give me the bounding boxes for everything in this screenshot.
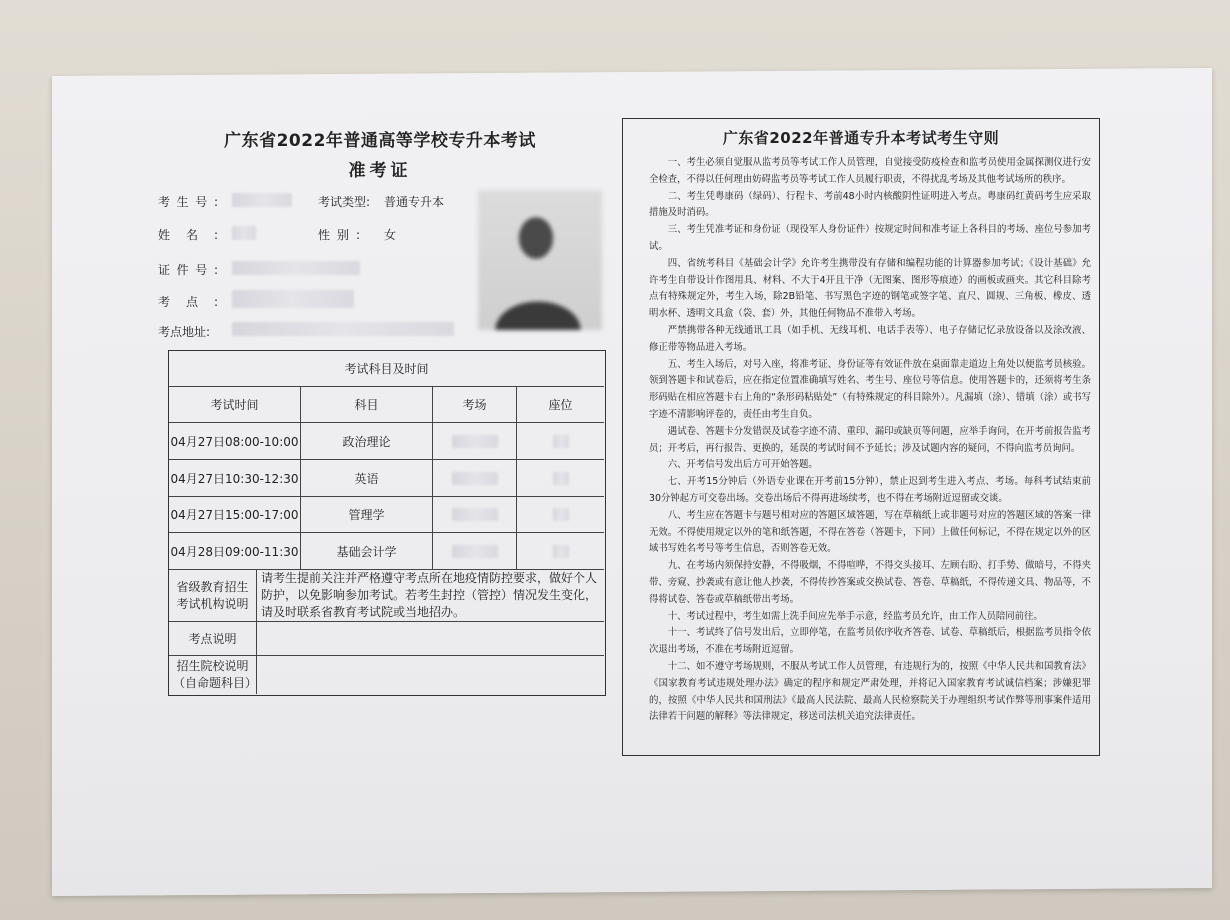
address-redacted: [232, 322, 454, 336]
name-label: 姓名:: [158, 228, 218, 242]
ticket-title: 广东省2022年普通高等学校专升本考试: [224, 131, 536, 151]
exam-number-redacted: [232, 193, 292, 207]
rule-paragraph: 十二、如不遵守考场规则，不服从考试工作人员管理，有违规行为的，按照《中华人民共和国教育法》《国家教育考试违规处理办法》确定的程序和规定严肃处理，并将记入国家教育考试诚信档案；涉嫌犯罪的，按照《中华人民共和国刑法》《最高人民法院、最高人民检察院关于办理组织考试作弊等刑事案件适用法律若干问题的解释》等法律规定，移送司法机关追究法律责任。: [649, 660, 1091, 723]
id-label: 证件号:: [158, 263, 218, 277]
rule-paragraph: 五、考生入场后，对号入座，将准考证、身份证等有效证件放在桌面靠走道边上角处以便监考员核验。领到答题卡和试卷后，应在指定位置准确填写姓名、考生号、座位号等信息。使用答题卡的，还须将考生条形码贴在相应答题卡右上角的“条形码粘贴处”（有特殊规定的科目除外）。凡漏填（涂）、错填（涂）或书写字迹不清影响评卷的，责任由考生自负。: [649, 358, 1091, 420]
table-row-seat: [517, 423, 604, 460]
table-row-subject: 管理学: [301, 497, 433, 533]
provincial-note-content: 请考生提前关注并严格遵守考点所在地疫情防控要求，做好个人防护，以免影响参加考试。若考生封控（管控）情况发生变化，请及时联系省教育考试院或当地招办。: [261, 571, 598, 619]
site-note-content: [257, 622, 604, 656]
exam-type-label: 考试类型:: [318, 195, 371, 209]
exam-number-label: 考生号:: [158, 195, 218, 209]
rule-paragraph: 严禁携带各种无线通讯工具（如手机、无线耳机、电话手表等）、电子存储记忆录放设备以及涂改液、修正带等物品进入考场。: [649, 324, 1091, 353]
room-redacted: [452, 472, 498, 485]
rule-paragraph: 八、考生应在答题卡与题号相对应的答题区域答题，写在草稿纸上或非题号对应的答题区域的答案一律无效。不得使用规定以外的笔和纸答题，不得在答卷（答题卡，下同）上做任何标记，不得在规定以外的区域书写姓名考号等考生信息，否则答卷无效。: [649, 509, 1091, 555]
rules-body: [649, 155, 1091, 726]
rule-paragraph: 十、考试过程中，考生如需上洗手间应先举手示意，经监考员允许，由工作人员陪同前往。: [667, 610, 1043, 622]
rule-paragraph: 遇试卷、答题卡分发错误及试卷字迹不清、重印、漏印或缺页等问题，应举手询问，在开考前报告监考员；开考后，再行报告、更换的，延误的考试时间不予延长；涉及试题内容的疑问，不得向监考员询问。: [649, 425, 1091, 454]
exam-schedule-table: [168, 350, 606, 696]
table-row-subject: 英语: [301, 460, 433, 497]
table-row-room: [433, 423, 517, 460]
site-note-label: 考点说明: [169, 622, 257, 656]
rule-paragraph: 二、考生凭粤康码（绿码）、行程卡、考前48小时内核酸阴性证明进入考点。粤康码红黄码考生应采取措施及时消码。: [649, 190, 1091, 219]
table-row-room: [433, 533, 517, 570]
rule-paragraph: 七、开考15分钟后（外语专业课在开考前15分钟），禁止迟到考生进入考点、考场。每科考试结束前30分钟起方可交卷出场。交卷出场后不得再进场续考，也不得在考场附近逗留或交谈。: [649, 476, 1091, 504]
table-row-seat: [517, 533, 604, 570]
candidate-photo: [478, 190, 602, 330]
header-seat: 座位: [517, 387, 604, 423]
rule-paragraph: 十一、考试终了信号发出后，立即停笔，在监考员依序收齐答卷、试卷、草稿纸后，根据监考员指令依次退出考场，不准在考场附近逗留。: [649, 627, 1091, 656]
header-room: 考场: [433, 387, 517, 423]
school-note-label: 招生院校说明（自命题科目）: [169, 656, 257, 694]
table-row-seat: [517, 497, 604, 533]
table-row-time: 04月27日10:30-12:30: [169, 460, 301, 497]
table-row-subject: 基础会计学: [301, 533, 433, 570]
schedule-caption: 考试科目及时间: [169, 351, 604, 387]
header-time: 考试时间: [169, 387, 301, 423]
rule-paragraph: 四、省统考科目《基础会计学》允许考生携带没有存储和编程功能的计算器参加考试；《设计基础》允许考生自带设计作图用具、材料、不大于4开且干净（无图案、图形等痕迹）的画板或画夹。其它科目除考点有特殊规定外，考生入场，除2B铅笔、书写黑色字迹的钢笔或签字笔、直尺、圆规、三角板、橡皮、透明水杯、透明文具盒（袋、套）外，其他任何物品不准带入考场。: [649, 257, 1091, 320]
table-row-room: [433, 497, 517, 533]
seat-redacted: [553, 435, 569, 448]
room-redacted: [452, 545, 498, 558]
school-note-content: [257, 656, 604, 694]
rules-title: 广东省2022年普通专升本考试考生守则: [722, 129, 1000, 147]
address-label: 考点地址:: [158, 325, 211, 339]
room-redacted: [452, 508, 498, 521]
site-label: 考点:: [158, 295, 218, 309]
table-row-room: [433, 460, 517, 497]
site-redacted: [232, 290, 354, 308]
rule-paragraph: 九、在考场内须保持安静，不得吸烟，不得喧哗，不得交头接耳、左顾右盼、打手势、做暗号，不得夹带、旁窥、抄袭或有意让他人抄袭，不得传抄答案或交换试卷、答卷、草稿纸，不得传递文具、物品等，不得将试卷、答卷或草稿纸带出考场。: [649, 560, 1091, 605]
room-redacted: [452, 435, 498, 448]
provincial-note-label: 省级教育招生考试机构说明: [169, 570, 257, 622]
rule-paragraph: 六、开考信号发出后方可开始答题。: [667, 459, 818, 471]
seat-redacted: [553, 545, 569, 558]
table-row-time: 04月27日08:00-10:00: [169, 423, 301, 460]
gender-value: 女: [384, 228, 397, 242]
exam-type-value: 普通专升本: [384, 195, 445, 209]
id-redacted: [232, 261, 360, 275]
table-row-subject: 政治理论: [301, 423, 433, 460]
ticket-subtitle: 准考证: [348, 161, 412, 181]
candidate-rules-box: [622, 118, 1100, 756]
table-row-time: 04月27日15:00-17:00: [169, 497, 301, 533]
table-row-seat: [517, 460, 604, 497]
table-row-time: 04月28日09:00-11:30: [169, 533, 301, 570]
rule-paragraph: 一、考生必须自觉服从监考员等考试工作人员管理，自觉接受防疫检查和监考员使用金属探测仪进行安全检查，不得以任何理由妨碍监考员等考试工作人员履行职责，不得扰乱考场及其他考试场所的秩序。: [649, 157, 1091, 185]
gender-label: 性别:: [318, 228, 360, 242]
seat-redacted: [553, 472, 569, 485]
name-redacted: [232, 226, 256, 240]
provincial-note-text: [257, 570, 604, 622]
rule-paragraph: 三、考生凭准考证和身份证（现役军人身份证件）按规定时间和准考证上各科目的考场、座位号参加考试。: [649, 224, 1091, 252]
seat-redacted: [553, 508, 569, 521]
header-subject: 科目: [301, 387, 433, 423]
